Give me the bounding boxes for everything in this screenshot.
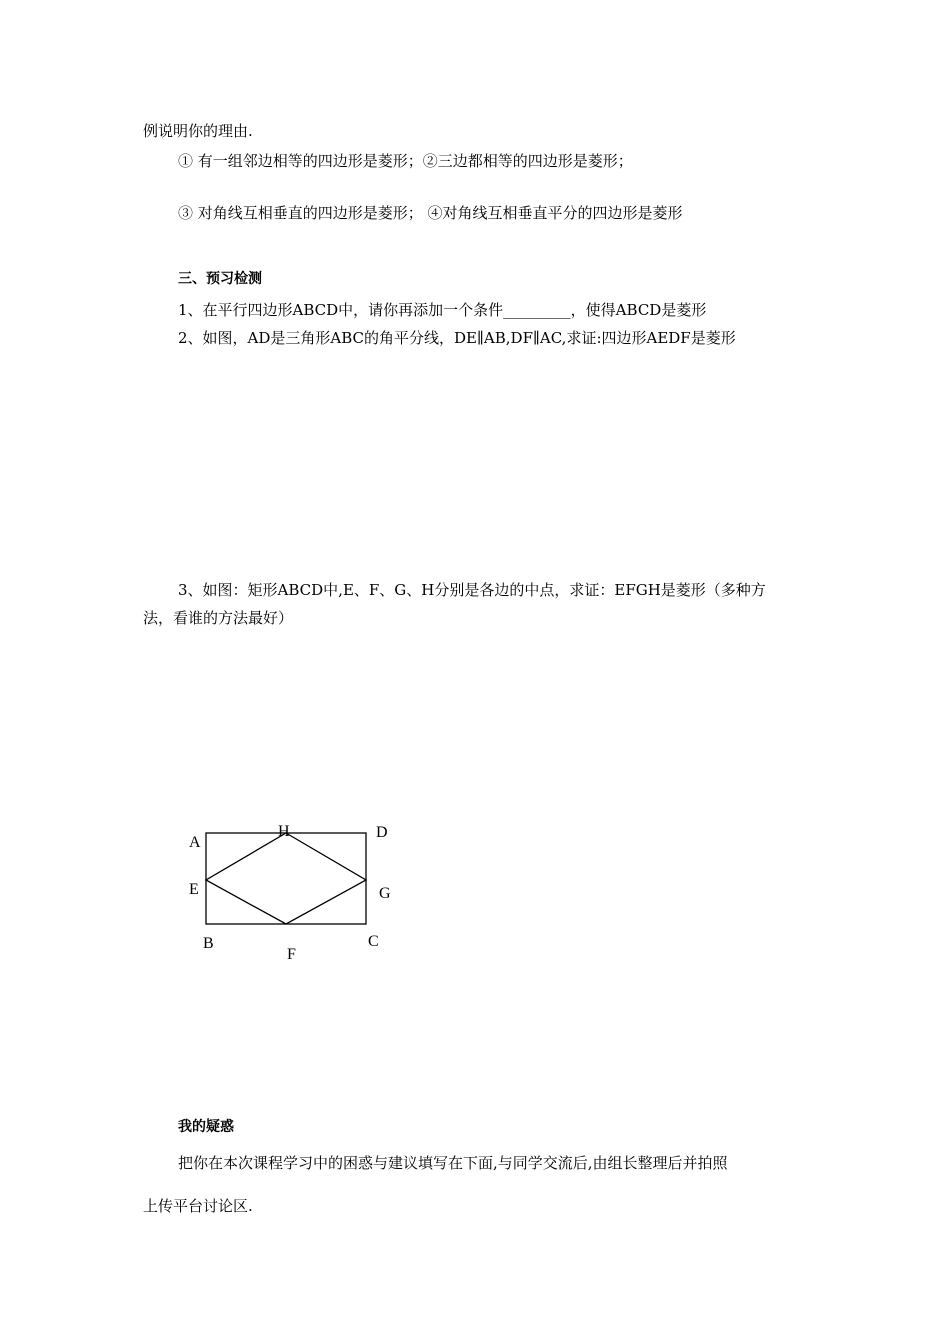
rectangle-rhombus-figure (195, 825, 375, 935)
vertex-label-h: H (278, 823, 290, 840)
rhombus-efgh (206, 833, 366, 924)
question-3-line-2: 法，看谁的方法最好） (143, 609, 294, 627)
vertex-label-e: E (189, 881, 199, 898)
vertex-label-c: C (368, 933, 379, 950)
vertex-label-g: G (379, 885, 391, 902)
doubts-heading: 我的疑惑 (178, 1119, 234, 1135)
vertex-label-b: B (203, 935, 214, 952)
section-heading-preview-test: 三、预习检测 (178, 271, 262, 287)
doubts-line-1: 把你在本次课程学习中的困惑与建议填写在下面,与同学交流后,由组长整理后并拍照 (178, 1154, 728, 1172)
vertex-label-a: A (189, 834, 201, 851)
question-1: 1、在平行四边形ABCD中，请你再添加一个条件_________，使得ABCD是菱形 (178, 301, 707, 319)
rectangle-abcd (206, 833, 366, 924)
statements-line-1: ① 有一组邻边相等的四边形是菱形；②三边都相等的四边形是菱形； (178, 152, 633, 170)
intro-tail: 例说明你的理由. (143, 122, 253, 140)
statements-line-2: ③ 对角线互相垂直的四边形是菱形； ④对角线互相垂直平分的四边形是菱形 (178, 204, 683, 222)
question-2: 2、如图，AD是三角形ABC的角平分线，DE∥AB,DF∥AC,求证:四边形AEDF是菱形 (178, 329, 736, 347)
question-3-line-1: 3、如图：矩形ABCD中,E、F、G、H分别是各边的中点，求证：EFGH是菱形（多种方 (178, 581, 766, 599)
doubts-line-2: 上传平台讨论区. (143, 1197, 253, 1215)
vertex-label-f: F (287, 946, 296, 963)
vertex-label-d: D (376, 824, 388, 841)
